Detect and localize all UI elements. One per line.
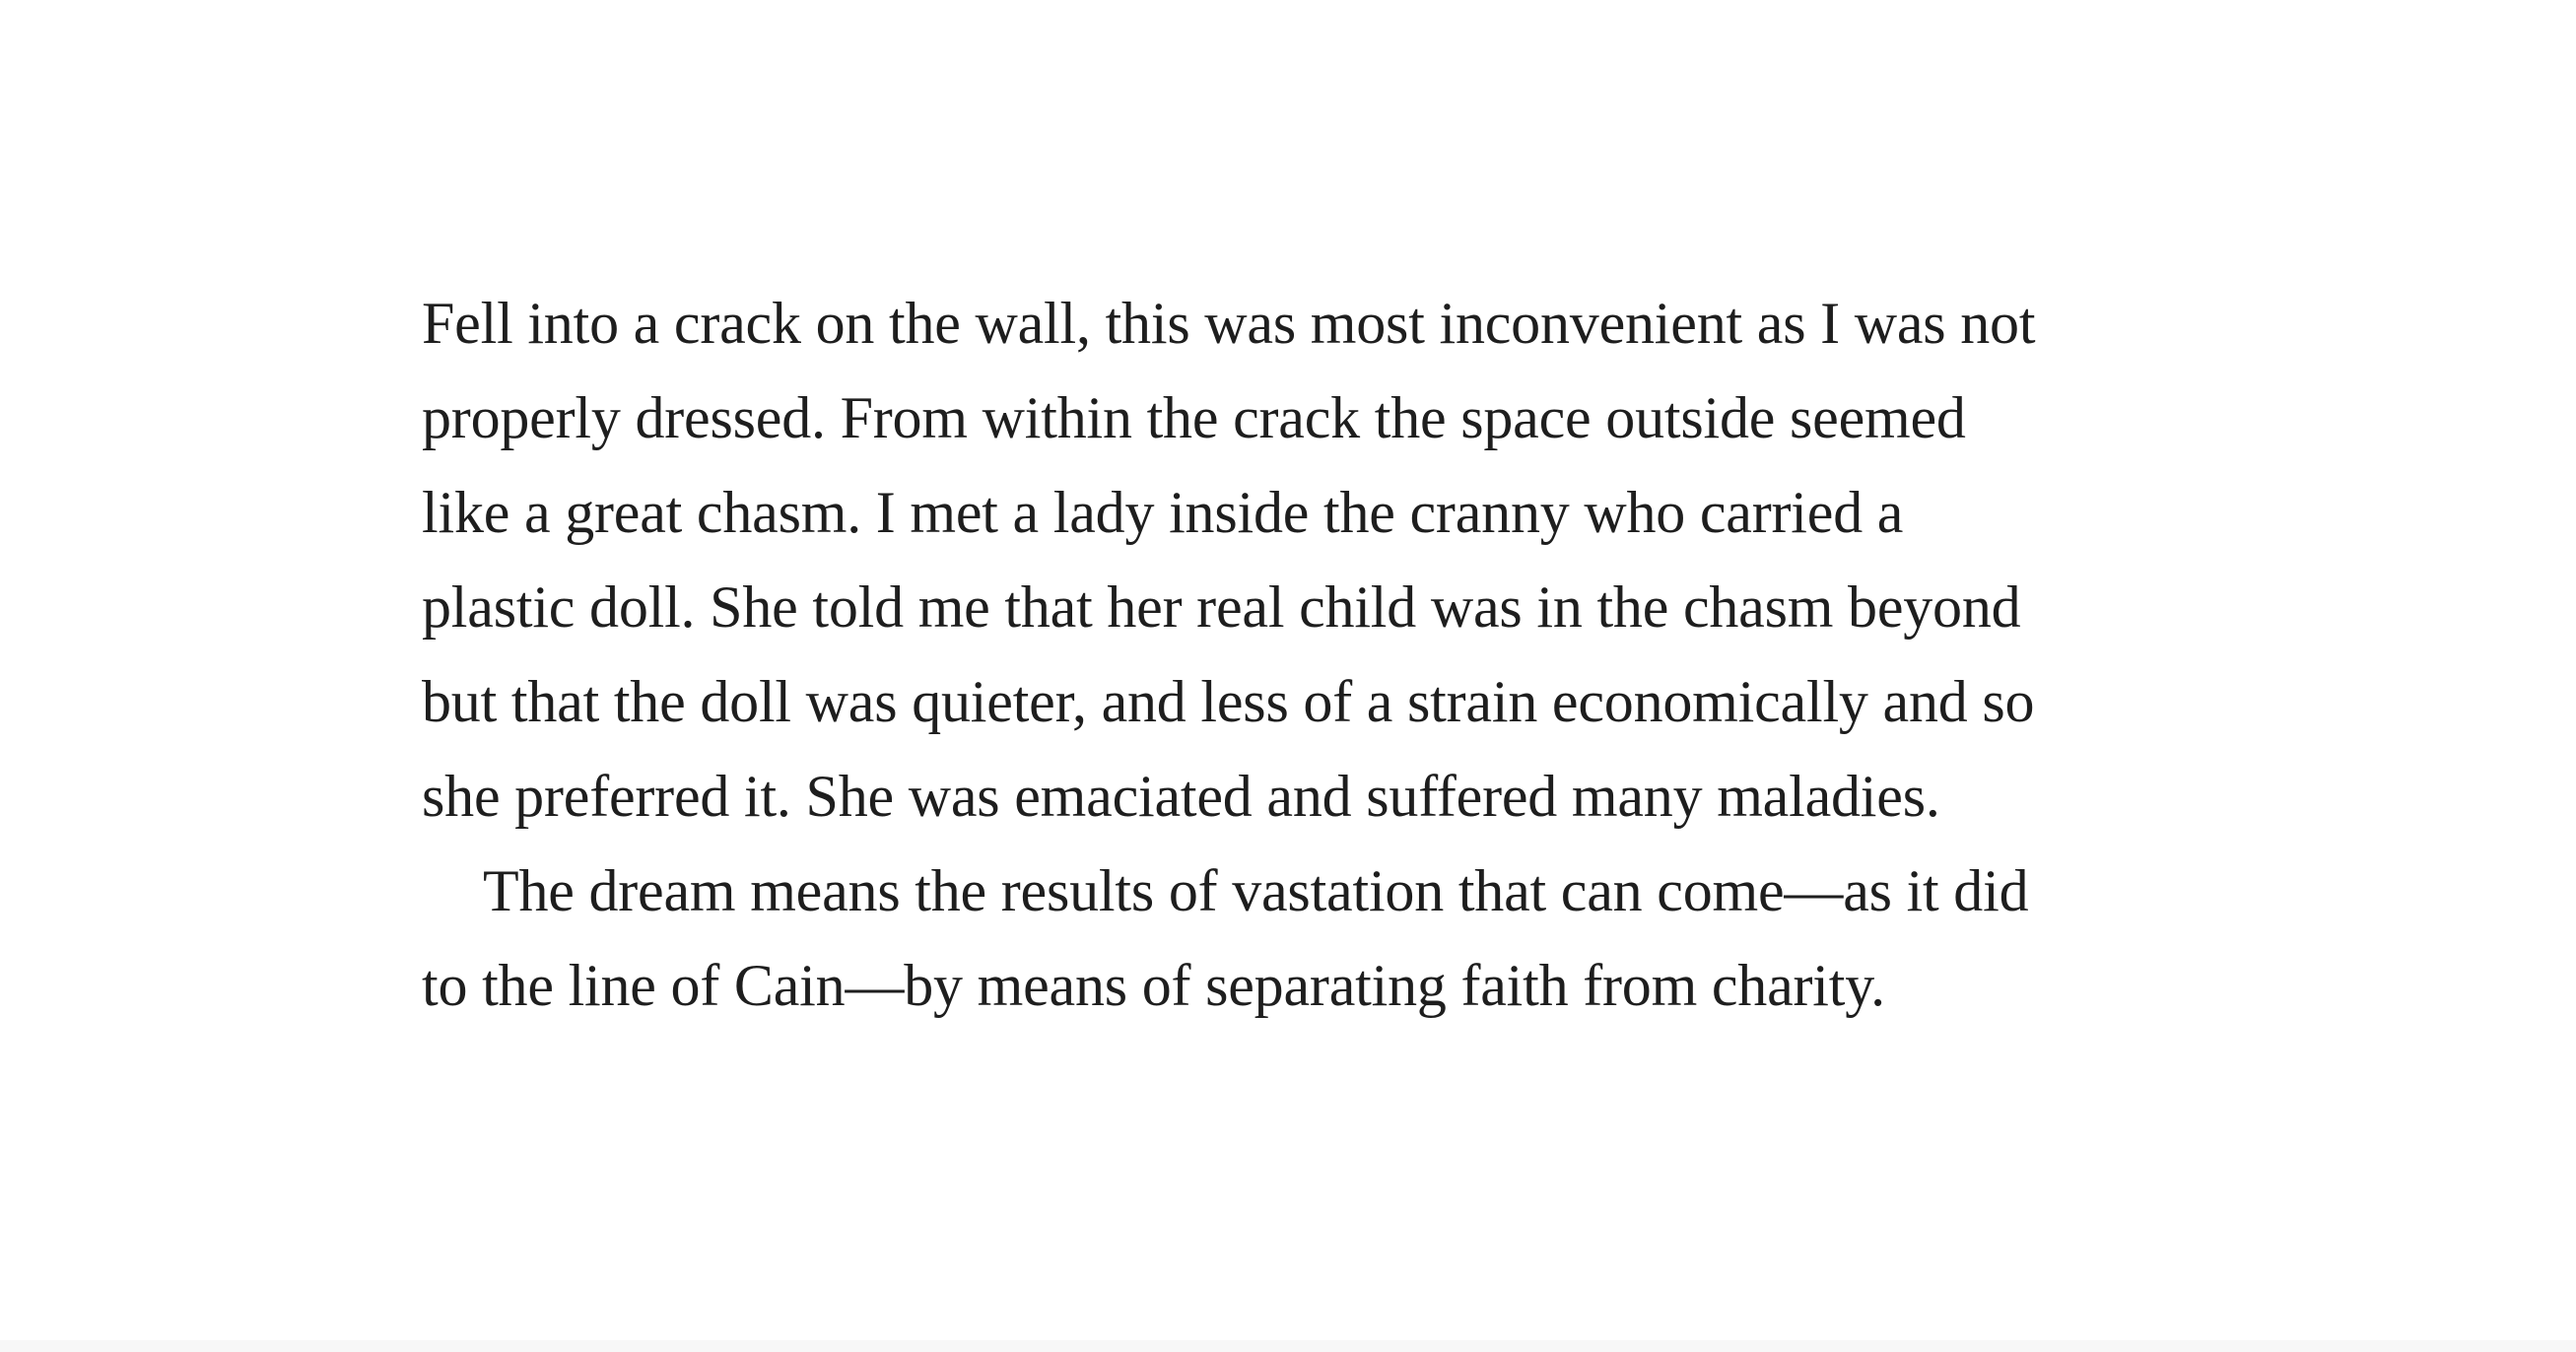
text-block <box>422 276 2196 1033</box>
paragraph-1 <box>422 276 2196 844</box>
paragraph-2 <box>422 844 2196 1033</box>
bottom-edge-band <box>0 1340 2576 1352</box>
text-line: properly dressed. From within the crack the space outside seemed <box>422 385 1966 450</box>
text-line: to the line of Cain—by means of separating faith from charity. <box>422 953 1885 1018</box>
text-line: like a great chasm. I met a lady inside the cranny who carried a <box>422 480 1904 545</box>
text-line: The dream means the results of vastation that can come—as it did <box>483 858 2029 923</box>
text-line: plastic doll. She told me that her real child was in the chasm beyond <box>422 575 2021 640</box>
text-line: but that the doll was quieter, and less of a strain economically and so <box>422 669 2035 734</box>
text-line: Fell into a crack on the wall, this was most inconvenient as I was not <box>422 291 2036 356</box>
text-line: she preferred it. She was emaciated and suffered many maladies. <box>422 764 1940 829</box>
